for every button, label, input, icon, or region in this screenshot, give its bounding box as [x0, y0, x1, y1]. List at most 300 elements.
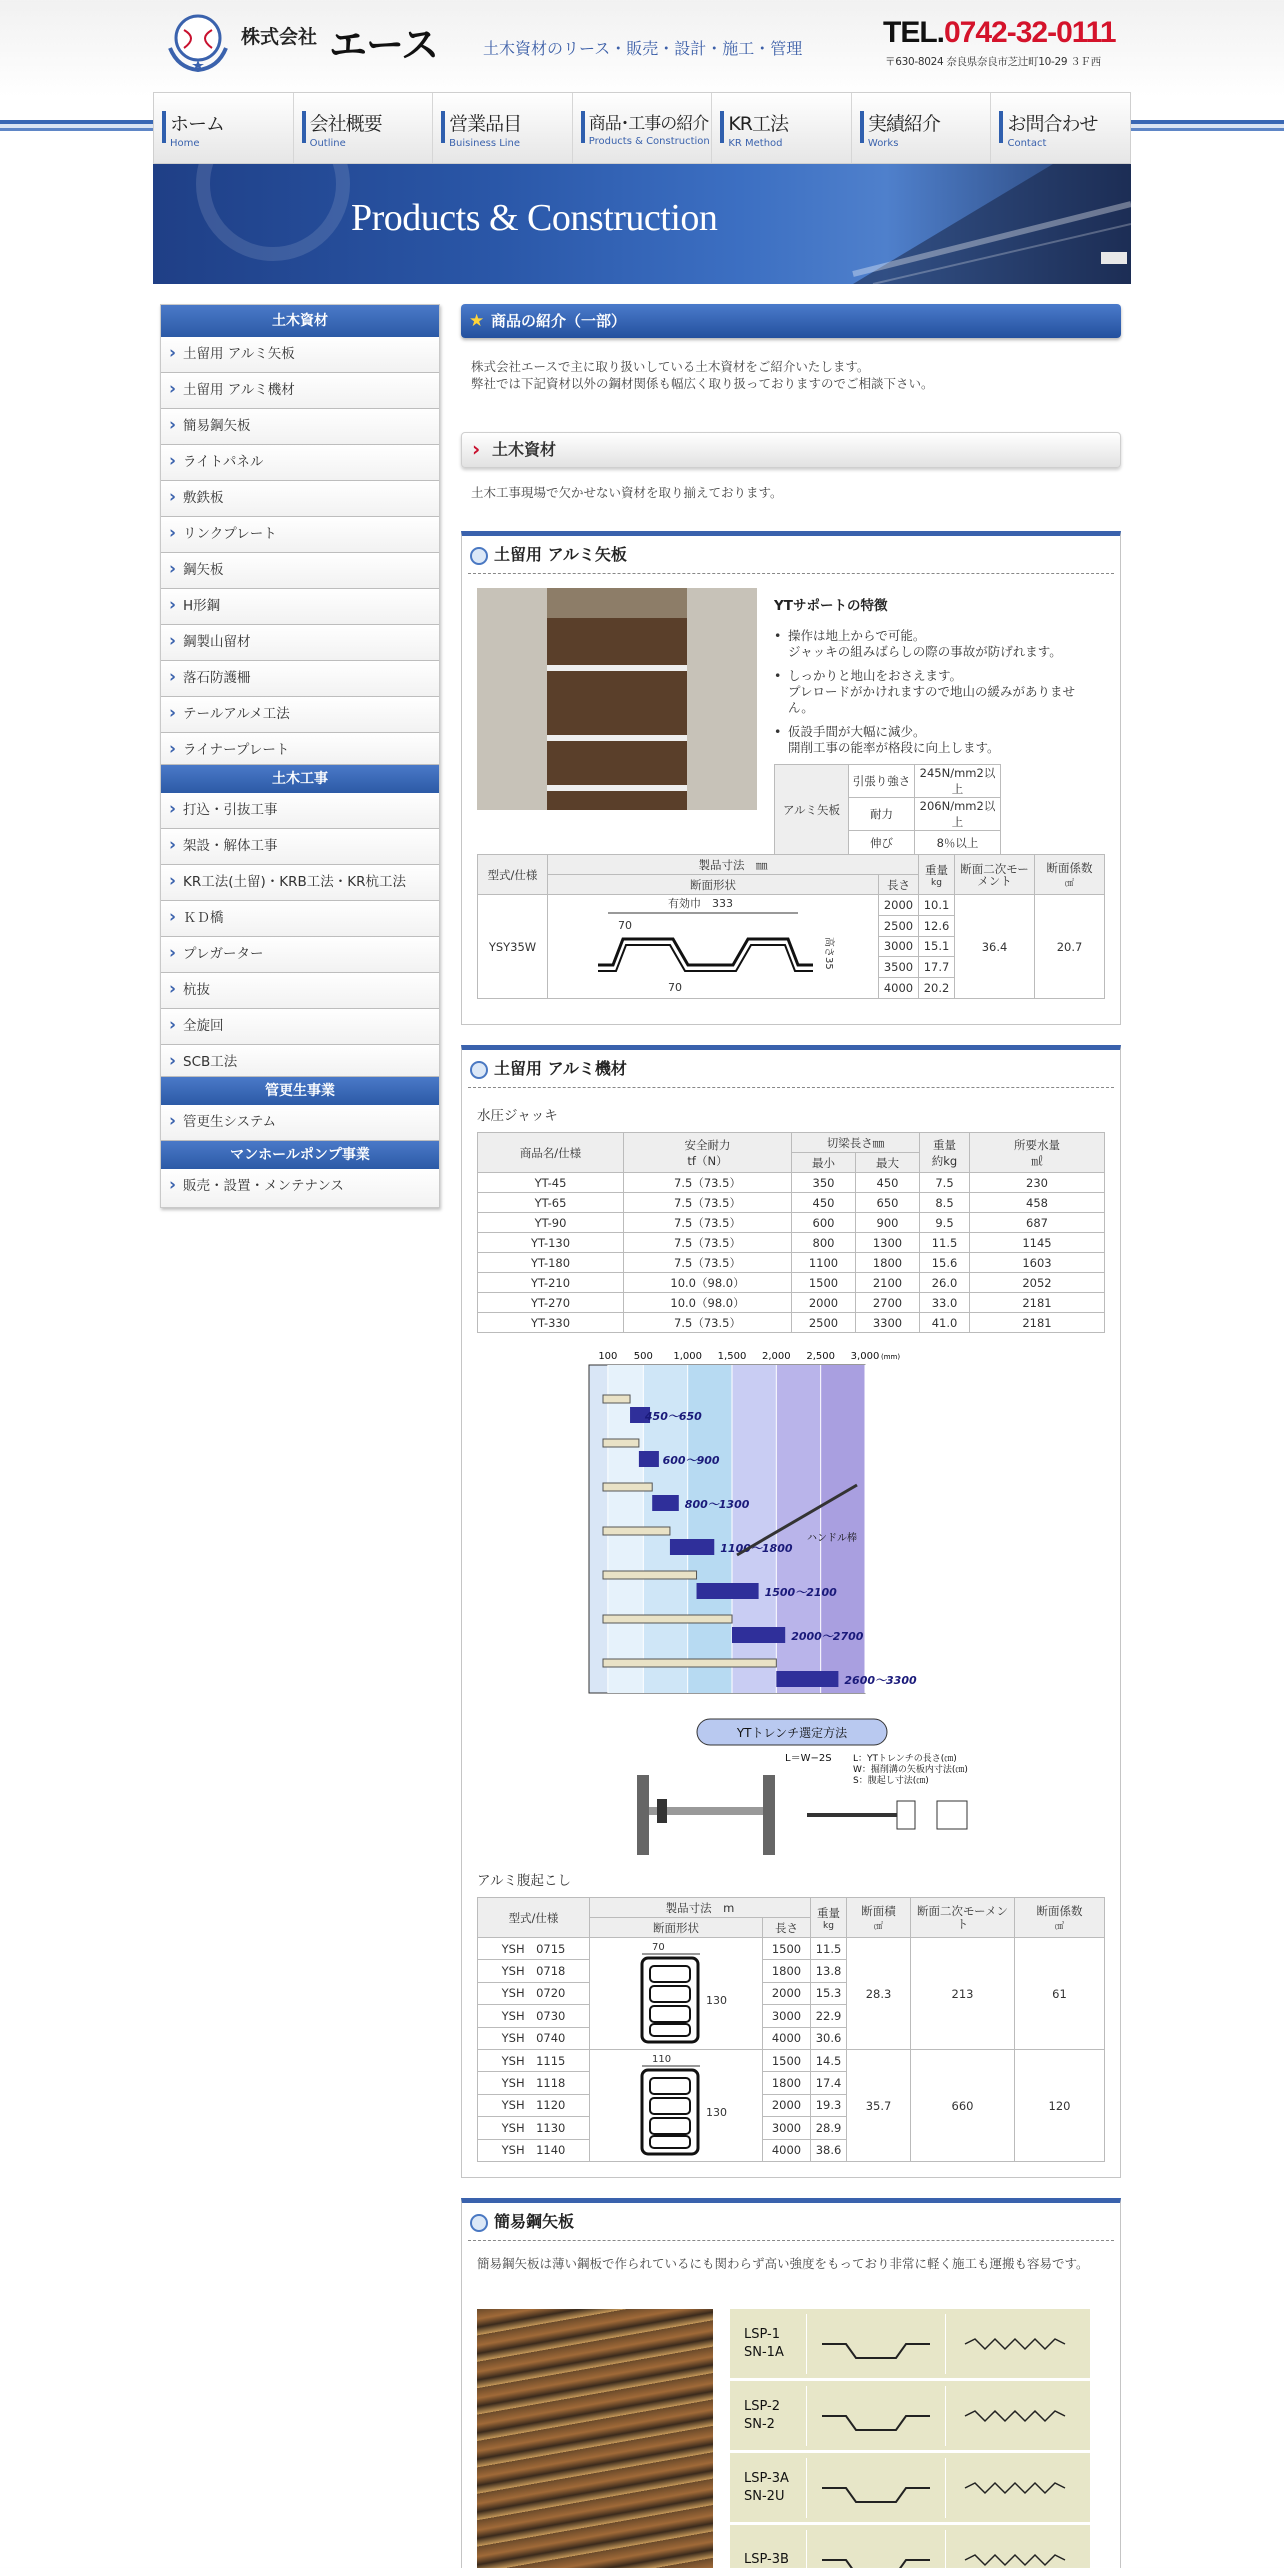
model-code-line: LSP-2 — [744, 2398, 781, 2414]
spec-key: 耐力 — [849, 798, 915, 831]
waler-cell: 28.3 — [847, 1938, 911, 2050]
nav-home[interactable] — [154, 93, 294, 163]
spec-table — [774, 764, 1001, 855]
col-water — [970, 1133, 1105, 1173]
waler-cell: 660 — [911, 2050, 1015, 2162]
jack-cell: YT-330 — [478, 1313, 624, 1333]
jack-cell: 7.5（73.5） — [624, 1213, 792, 1233]
jack-range-label: 1100～1800 — [720, 1542, 793, 1555]
jack-row — [478, 1273, 1105, 1293]
nav-label: お問合わせ — [1007, 113, 1098, 135]
product-box-light-sheet-pile — [461, 2198, 1121, 2568]
sidebar-item[interactable]: › SCB工法 — [161, 1045, 439, 1077]
feature-line: 開削工事の能率が格段に向上します。 — [788, 740, 1000, 755]
jack-table — [477, 1132, 1105, 1333]
sidebar — [160, 304, 440, 1208]
sidebar-item[interactable]: › 全旋回 — [161, 1009, 439, 1045]
trench-note: W：掘削溝の矢板内寸法(㎝) — [853, 1765, 968, 1775]
nav-label: 商品･工事の紹介 — [588, 114, 709, 134]
col-area-label: 断面積 — [861, 1904, 896, 1918]
waler-w-label: 110 — [652, 2054, 672, 2065]
sidebar-item[interactable]: › プレガーター — [161, 937, 439, 973]
waler-cell: 13.8 — [811, 1960, 847, 1982]
sidebar-item[interactable]: › 杭抜 — [161, 973, 439, 1009]
jack-cell: YT-270 — [478, 1293, 624, 1313]
sidebar-item[interactable]: › 鋼矢板 — [161, 553, 439, 589]
main-content — [461, 304, 1121, 2568]
weight-cell: 10.1 — [919, 895, 955, 916]
company-name: エース — [329, 23, 439, 67]
jack-cell: 1603 — [970, 1253, 1105, 1273]
waler-cell: 120 — [1015, 2050, 1105, 2162]
col-water-unit: ㎖ — [1031, 1153, 1043, 1168]
waler-cell: YSH 1115 — [478, 2050, 590, 2072]
trench-note: L：YTトレンチの長さ(㎝) — [853, 1754, 957, 1764]
jack-range-bar — [697, 1583, 759, 1599]
waler-cell: 61 — [1015, 1938, 1105, 2050]
trench-formula: L＝W−2S — [785, 1753, 832, 1764]
model-row — [730, 2381, 1090, 2453]
jack-cell: YT-210 — [478, 1273, 624, 1293]
page-banner — [153, 164, 1131, 284]
sidebar-item[interactable]: › 敷鉄板 — [161, 481, 439, 517]
model-row — [730, 2309, 1090, 2381]
waler-cell: 1800 — [763, 2072, 811, 2094]
col-weight-label: 重量 — [817, 1905, 840, 1920]
jack-cell: 41.0 — [920, 1313, 970, 1333]
jack-cell: 650 — [856, 1193, 920, 1213]
waler-h-label: 130 — [706, 1994, 727, 2007]
jack-row — [478, 1173, 1105, 1193]
star-icon: ★ — [469, 311, 485, 331]
jack-row — [478, 1253, 1105, 1273]
nav-sublabel: Contact — [1007, 138, 1047, 149]
col-modulus-unit: ㎤ — [1054, 1922, 1064, 1932]
col-model: 型式/仕様 — [478, 855, 548, 895]
col-dim: 製品寸法 ㎜ — [548, 855, 919, 875]
col-model: 型式/仕様 — [478, 1898, 590, 1938]
jack-rod — [603, 1439, 639, 1447]
chevron-right-icon: › — [472, 437, 481, 461]
waler-cell: 17.4 — [811, 2072, 847, 2094]
waler-cell: 1500 — [763, 2050, 811, 2072]
jack-cell: 450 — [792, 1193, 856, 1213]
nav-contact[interactable] — [991, 93, 1130, 163]
feature-line: • 操作は地上からで可能。 — [788, 628, 926, 643]
product-box-aluminum-equipment — [461, 1045, 1121, 2178]
diagram-tick: 3,000 — [850, 1351, 880, 1362]
jack-cell: 230 — [970, 1173, 1105, 1193]
jack-cell: 15.6 — [920, 1253, 970, 1273]
spec-label: アルミ矢板 — [775, 765, 849, 855]
shape-w2-label: 70 — [668, 981, 682, 994]
col-modulus-label: 断面係数 — [1046, 861, 1093, 875]
jack-cell: 350 — [792, 1173, 856, 1193]
waler-cell: 4000 — [763, 2139, 811, 2161]
jack-cell: 7.5（73.5） — [624, 1313, 792, 1333]
product-title-text: 土留用 アルミ矢板 — [494, 545, 627, 564]
page-title-text: 商品の紹介（一部） — [491, 312, 627, 330]
sidebar-item[interactable]: › テールアルメ工法 — [161, 697, 439, 733]
jack-row — [478, 1293, 1105, 1313]
diagram-tick: 1,000 — [673, 1351, 702, 1362]
weight-cell: 12.6 — [919, 915, 955, 936]
jack-title: 水圧ジャッキ — [477, 1108, 558, 1124]
jack-cell: 7.5 — [920, 1173, 970, 1193]
feature-item — [774, 668, 1094, 716]
jack-range-bar — [732, 1627, 785, 1643]
jack-cell: 2000 — [792, 1293, 856, 1313]
model-wave-icon — [946, 2329, 1090, 2359]
product-desc: 簡易鋼矢板は薄い鋼板で作られているにも関わらず高い強度をもっており非常に軽く施工も運搬も容易です。 — [477, 2256, 1089, 2271]
col-length: 長さ — [763, 1918, 811, 1938]
sidebar-heading: 土木資材 — [161, 305, 439, 337]
waler-cell: 38.6 — [811, 2139, 847, 2161]
sidebar-item[interactable]: › ＫＤ橋 — [161, 901, 439, 937]
waler-cell: 11.5 — [811, 1938, 847, 1960]
waler-profile-icon — [590, 2050, 762, 2158]
modulus-cell: 20.7 — [1035, 895, 1105, 999]
trench-title: YTトレンチ選定方法 — [736, 1726, 848, 1740]
waler-cell: YSH 1118 — [478, 2072, 590, 2094]
waler-cell: 19.3 — [811, 2094, 847, 2116]
spec-key: 引張り強さ — [849, 765, 915, 798]
waler-cell: 14.5 — [811, 2050, 847, 2072]
jack-cell: 450 — [856, 1173, 920, 1193]
jack-cell: 7.5（73.5） — [624, 1253, 792, 1273]
model-row — [730, 2525, 1090, 2568]
intro-line: 株式会社エースで主に取り扱いしている土木資材をご紹介いたします。 — [471, 359, 870, 374]
model-code-line: LSP-3A — [744, 2470, 789, 2486]
model-code — [730, 2398, 806, 2434]
nav-sublabel: Buisiness Line — [449, 138, 521, 149]
nav-sublabel: Works — [867, 138, 899, 149]
col-weight-label: 重量 — [925, 862, 948, 877]
length-cell: 2500 — [879, 915, 919, 936]
waler-cell: 15.3 — [811, 1982, 847, 2004]
feature-line: • しっかりと地山をおさえます。 — [788, 668, 963, 683]
sidebar-item[interactable]: › 落石防護柵 — [161, 661, 439, 697]
globe-icon — [470, 547, 488, 565]
jack-rod — [603, 1615, 732, 1623]
length-cell: 4000 — [879, 978, 919, 999]
jack-cell: YT-45 — [478, 1173, 624, 1193]
waler-table — [477, 1897, 1105, 2162]
col-max: 最大 — [856, 1153, 920, 1173]
nav-sublabel: Outline — [309, 138, 346, 149]
model-code — [730, 2326, 806, 2362]
jack-cell: 2181 — [970, 1293, 1105, 1313]
col-weight — [919, 855, 955, 895]
waler-cell: 30.6 — [811, 2027, 847, 2049]
col-modulus-label: 断面係数 — [1036, 1904, 1083, 1918]
jack-cell: 2181 — [970, 1313, 1105, 1333]
waler-cell: 1800 — [763, 1960, 811, 1982]
jack-cell: 600 — [792, 1213, 856, 1233]
globe-icon — [470, 2214, 488, 2232]
waler-cell: YSH 0730 — [478, 2005, 590, 2027]
model-cell: YSY35W — [478, 895, 548, 999]
model-section-icon — [806, 2386, 946, 2446]
length-cell: 3500 — [879, 957, 919, 978]
sidebar-item[interactable]: › 土留用 アルミ機材 — [161, 373, 439, 409]
jack-cell: 687 — [970, 1213, 1105, 1233]
model-code-line: SN-2 — [744, 2416, 775, 2432]
waler-cell: YSH 0718 — [478, 1960, 590, 1982]
col-water-label: 所要水量 — [1014, 1137, 1060, 1152]
jack-range-label: 2000～2700 — [791, 1630, 864, 1643]
model-code-line: SN-2U — [744, 2488, 785, 2504]
jack-cell: 1500 — [792, 1273, 856, 1293]
weight-cell: 15.1 — [919, 936, 955, 957]
jack-cell: YT-65 — [478, 1193, 624, 1213]
model-section-icon — [806, 2314, 946, 2374]
sidebar-item[interactable]: › 架設・解体工事 — [161, 829, 439, 865]
jack-range-bar — [670, 1539, 714, 1555]
jack-cell: 7.5（73.5） — [624, 1173, 792, 1193]
sidebar-item[interactable]: › リンクプレート — [161, 517, 439, 553]
nav-label: 実績紹介 — [867, 113, 940, 135]
spec-value: 245N/mm2以上 — [915, 765, 1001, 798]
waler-cell: 3000 — [763, 2117, 811, 2139]
product-box-title — [468, 536, 1114, 574]
sidebar-item[interactable]: › 鋼製山留材 — [161, 625, 439, 661]
waler-cell: 22.9 — [811, 2005, 847, 2027]
diagram-tick: 1,500 — [717, 1351, 747, 1362]
model-list — [730, 2309, 1090, 2568]
spec-key: 伸び — [849, 831, 915, 855]
jack-cell: 10.0（98.0） — [624, 1293, 792, 1313]
nav-label: ホーム — [170, 113, 225, 135]
model-code — [730, 2470, 806, 2506]
sidebar-item[interactable]: › 土留用 アルミ矢板 — [161, 337, 439, 373]
waler-cell: YSH 1120 — [478, 2094, 590, 2116]
sidebar-item[interactable]: › KR工法(土留)・KRB工法・KR杭工法 — [161, 865, 439, 901]
jack-range-label: 800～1300 — [684, 1498, 750, 1511]
nav-works[interactable] — [852, 93, 992, 163]
col-weight-label: 重量 — [933, 1137, 956, 1152]
banner-title: Products & Construction — [351, 197, 718, 239]
jack-cell: 33.0 — [920, 1293, 970, 1313]
waler-h-label: 130 — [706, 2106, 727, 2119]
jack-cell: 26.0 — [920, 1273, 970, 1293]
jack-cell: 2700 — [856, 1293, 920, 1313]
jack-row — [478, 1233, 1105, 1253]
trench-note: S：腹起し寸法(㎝) — [853, 1776, 929, 1786]
model-code-line: SN-1A — [744, 2344, 784, 2360]
company-logo-icon[interactable] — [158, 8, 238, 80]
product-box-aluminum-sheet-pile — [461, 531, 1121, 1025]
section-title — [461, 432, 1121, 468]
jack-rod — [603, 1483, 652, 1491]
model-code-line: LSP-1 — [744, 2326, 781, 2342]
waler-cell: 1500 — [763, 1938, 811, 1960]
waler-cell — [590, 2050, 763, 2162]
nav-kr-method[interactable] — [712, 93, 852, 163]
jack-rod — [603, 1571, 697, 1579]
col-weight — [920, 1133, 970, 1173]
diagram-band — [732, 1365, 776, 1693]
col-safe-label: 安全耐力 — [684, 1137, 731, 1152]
feature-list — [774, 628, 1094, 756]
diagram-tick: 100 — [598, 1351, 618, 1362]
jack-rod — [603, 1395, 630, 1403]
sidebar-item[interactable]: › ライトパネル — [161, 445, 439, 481]
model-section-icon — [806, 2530, 946, 2568]
diagram-unit: (mm) — [881, 1353, 901, 1361]
handle-label: ハンドル棒 — [807, 1533, 857, 1544]
sidebar-item[interactable]: › 簡易鋼矢板 — [161, 409, 439, 445]
sidebar-item[interactable]: › ライナープレート — [161, 733, 439, 765]
waler-cell: 28.9 — [811, 2117, 847, 2139]
diagram-tick: 2,000 — [762, 1351, 791, 1362]
waler-row — [478, 2050, 1105, 2072]
model-code — [730, 2551, 806, 2568]
jack-range-label: 1500～2100 — [764, 1586, 837, 1599]
nav-outline[interactable] — [294, 93, 434, 163]
jack-cell: 1145 — [970, 1233, 1105, 1253]
model-wave-icon — [946, 2545, 1090, 2568]
col-weight-unit: kg — [931, 877, 942, 888]
col-safe-unit: tf（N） — [687, 1153, 728, 1168]
intro-text — [461, 338, 1121, 402]
sheet-pile-photo — [477, 2309, 713, 2568]
section-title-text: 土木資材 — [492, 440, 557, 459]
sidebar-heading: 管更生事業 — [161, 1077, 439, 1105]
model-row — [730, 2453, 1090, 2525]
waler-cell: YSH 0740 — [478, 2027, 590, 2049]
tel-label: TEL. — [883, 16, 944, 49]
shape-w1-label: 70 — [618, 919, 632, 932]
feature-line: プレロードがかけれますので地山の緩みがありません。 — [788, 684, 1076, 715]
sidebar-item[interactable]: › H形鋼 — [161, 589, 439, 625]
shape-h-label: 高さ35 — [823, 937, 834, 970]
sheet-pile-table — [477, 854, 1105, 999]
waler-cell: YSH 1140 — [478, 2139, 590, 2161]
jack-range-diagram — [477, 1345, 1105, 1715]
jack-cell: 800 — [792, 1233, 856, 1253]
spec-value: 8％以上 — [915, 831, 1001, 855]
waler-cell: 213 — [911, 1938, 1015, 2050]
jack-range-label: 450～650 — [644, 1410, 702, 1423]
waler-cell: YSH 0715 — [478, 1938, 590, 1960]
jack-cell: 10.0（98.0） — [624, 1273, 792, 1293]
col-area-unit: ㎠ — [873, 1922, 883, 1932]
col-area — [847, 1898, 911, 1938]
nav-business-line[interactable] — [433, 93, 573, 163]
sidebar-item[interactable]: › 販売・設置・メンテナンス — [161, 1169, 439, 1207]
nav-label: 会社概要 — [309, 113, 382, 135]
waler-cell: 3000 — [763, 2005, 811, 2027]
nav-sublabel: Products & Construction — [588, 136, 710, 147]
jack-cell: 1100 — [792, 1253, 856, 1273]
feature-title: YTサポートの特徴 — [774, 598, 888, 614]
col-range: 切梁長さ㎜ — [792, 1133, 920, 1153]
model-section-icon — [806, 2458, 946, 2518]
waler-cell: YSH 0720 — [478, 1982, 590, 2004]
jack-cell: 9.5 — [920, 1213, 970, 1233]
jack-row — [478, 1213, 1105, 1233]
phone-number — [883, 16, 1116, 50]
jack-cell: 7.5（73.5） — [624, 1233, 792, 1253]
col-safe — [624, 1133, 792, 1173]
nav-label: 営業品目 — [449, 113, 522, 135]
weight-cell: 20.2 — [919, 978, 955, 999]
col-modulus — [1035, 855, 1105, 895]
feature-line: ジャッキの組みばらしの際の事故が防げれます。 — [788, 644, 1062, 659]
model-wave-icon — [946, 2473, 1090, 2503]
col-shape: 断面形状 — [590, 1918, 763, 1938]
nav-products[interactable] — [573, 93, 713, 163]
diagram-tick: 2,500 — [806, 1351, 835, 1362]
globe-icon — [470, 1061, 488, 1079]
product-title-text: 簡易鋼矢板 — [494, 2212, 575, 2231]
waler-w-label: 70 — [652, 1942, 665, 1953]
jack-rod — [603, 1527, 670, 1535]
jack-cell: 2500 — [792, 1313, 856, 1333]
length-cell: 2000 — [879, 895, 919, 916]
jack-cell: 458 — [970, 1193, 1105, 1213]
waler-cell: YSH 1130 — [478, 2117, 590, 2139]
product-title-text: 土留用 アルミ機材 — [494, 1059, 627, 1078]
sidebar-heading: 土木工事 — [161, 765, 439, 793]
jack-cell: 2052 — [970, 1273, 1105, 1293]
jack-cell: 1800 — [856, 1253, 920, 1273]
weight-cell: 17.7 — [919, 957, 955, 978]
waler-cell: 4000 — [763, 2027, 811, 2049]
sidebar-item[interactable]: › 打込・引抜工事 — [161, 793, 439, 829]
address: 〒630-8024 奈良県奈良市芝辻町10-29 ３Ｆ西 — [885, 56, 1101, 68]
tagline: 土木資材のリース・販売・設計・施工・管理 — [483, 39, 803, 58]
model-code-line: LSP-3B — [744, 2551, 789, 2567]
jack-cell: YT-90 — [478, 1213, 624, 1233]
col-modulus-unit: ㎠ — [1064, 879, 1074, 889]
jack-cell: 7.5（73.5） — [624, 1193, 792, 1213]
sheet-pile-profile-icon — [548, 895, 878, 995]
jack-row — [478, 1313, 1105, 1333]
jack-cell: 3300 — [856, 1313, 920, 1333]
shape-eff-label: 有効巾 333 — [668, 897, 733, 910]
col-moment: 断面二次モーメント — [911, 1898, 1015, 1938]
col-name: 商品名/仕様 — [478, 1133, 624, 1173]
section-intro: 土木工事現場で欠かせない資材を取り揃えております。 — [471, 485, 783, 500]
feature-line: • 仮設手間が大幅に減少。 — [788, 724, 926, 739]
trench-photo — [477, 588, 757, 810]
diagram-tick: 500 — [633, 1351, 653, 1362]
product-box-title — [468, 2203, 1114, 2241]
model-wave-icon — [946, 2401, 1090, 2431]
jack-range-label: 600～900 — [662, 1454, 720, 1467]
sidebar-item[interactable]: › 管更生システム — [161, 1105, 439, 1141]
nav-sublabel: Home — [170, 138, 200, 149]
col-min: 最小 — [792, 1153, 856, 1173]
jack-cell: 2100 — [856, 1273, 920, 1293]
jack-cell: 8.5 — [920, 1193, 970, 1213]
nav-label: KR工法 — [728, 113, 788, 135]
main-nav — [153, 92, 1131, 164]
trench-selection-diagram — [477, 1715, 1105, 1865]
intro-line: 弊社では下記資材以外の鋼材関係も幅広く取り扱っておりますのでご相談下さい。 — [471, 376, 934, 391]
col-weight-unit: 約kg — [931, 1153, 958, 1168]
shape-cell — [548, 895, 879, 999]
jack-cell: 1300 — [856, 1233, 920, 1253]
col-dim: 製品寸法 m — [590, 1898, 811, 1918]
page-title — [461, 304, 1121, 338]
tel-number: 0742-32-0111 — [944, 16, 1116, 49]
waler-profile-icon — [590, 1938, 762, 2046]
jack-range-label: 2600～3300 — [844, 1674, 917, 1687]
col-weight-unit: kg — [823, 1920, 834, 1931]
